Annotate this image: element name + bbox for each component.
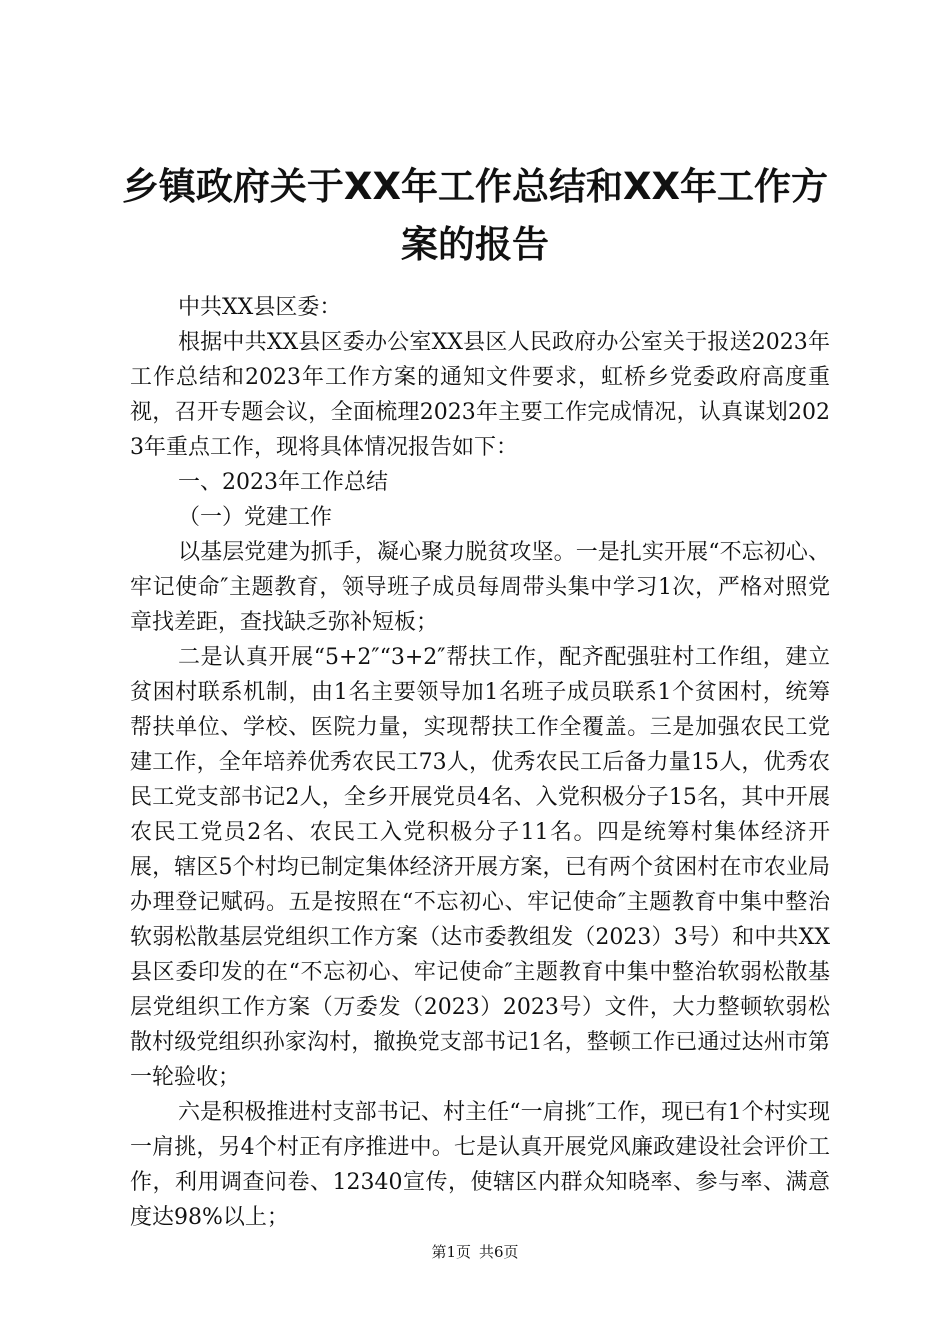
page-number: 第1页: [431, 1243, 471, 1261]
document-body: [130, 290, 830, 1235]
document-title: 乡镇政府关于XX年工作总结和XX年工作方案的报告: [121, 165, 829, 266]
page-footer: [0, 1242, 950, 1262]
page-total: 共6页: [479, 1243, 519, 1261]
body-paragraph: 以基层党建为抓手，凝心聚力脱贫攻坚。一是扎实开展“不忘初心、牢记使命″主题教育，领导班子成员每周带头集中学习1次，严格对照党章找差距，查找缺乏弥补短板；: [130, 540, 830, 635]
body-paragraph: 六是积极推进村支部书记、村主任“一肩挑″工作，现已有1个村实现一肩挑，另4个村正有序推进中。七是认真开展党风廉政建设社会评价工作，利用调查问卷、12340宣传，使辖区内群众知晓率、参与率、满意度达98%以上；: [130, 1100, 830, 1230]
intro-paragraph: 根据中共XX县区委办公室XX县区人民政府办公室关于报送2023年工作总结和2023年工作方案的通知文件要求，虹桥乡党委政府高度重视，召开专题会议，全面梳理2023年主要工作完成情况，认真谋划2023年重点工作，现将具体情况报告如下：: [130, 330, 830, 460]
body-paragraph: 二是认真开展“5+2″“3+2″帮扶工作，配齐配强驻村工作组，建立贫困村联系机制，由1名主要领导加1名班子成员联系1个贫困村，统筹帮扶单位、学校、医院力量，实现帮扶工作全覆盖。三是加强农民工党建工作，全年培养优秀农民工73人，优秀农民工后备力量15人，优秀农民工党支部书记2人，全乡开展党员4名、入党积极分子15名，其中开展农民工党员2名、农民工入党积极分子11名。四是统筹村集体经济开展，辖区5个村均已制定集体经济开展方案，已有两个贫困村在市农业局办理登记赋码。五是按照在“不忘初心、牢记使命″主题教育中集中整治软弱松散基层党组织工作方案（达市委教组发（2023）3号）和中共XX县区委印发的在“不忘初心、牢记使命″主题教育中集中整治软弱松散基层党组织工作方案（万委发（2023）2023号）文件，大力整顿软弱松散村级党组织孙家沟村，撤换党支部书记1名，整顿工作已通过达州市第一轮验收；: [130, 645, 830, 1090]
section-heading: 一、2023年工作总结: [178, 470, 388, 495]
salutation: 中共XX县区委：: [178, 295, 342, 320]
subsection-heading: （一）党建工作: [178, 505, 333, 530]
